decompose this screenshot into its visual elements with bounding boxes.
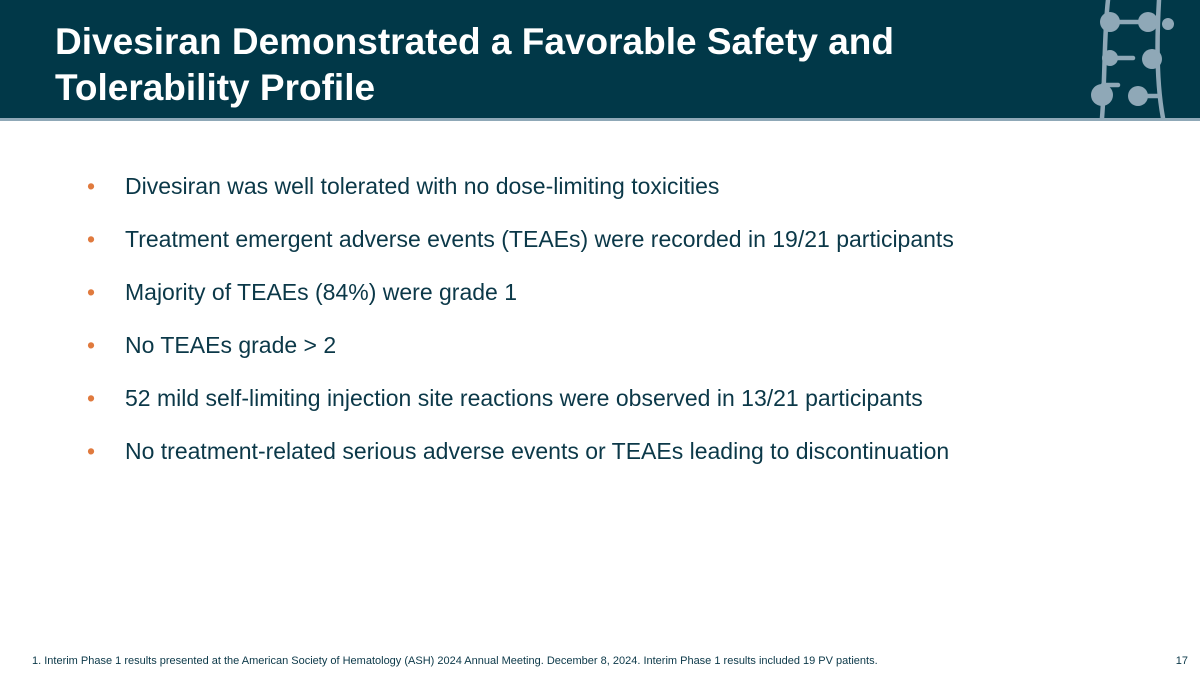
footnote: 1. Interim Phase 1 results presented at the American Society of Hematology (ASH) 2024 Annual Meeting. December 8, 2024. Interim Phase 1 results included 19 PV patients. (32, 655, 878, 667)
bullet-item-teae-participants (87, 221, 954, 274)
slide-header (0, 0, 1200, 118)
bullet-marker: • (87, 173, 96, 199)
bullet-marker: • (87, 279, 96, 305)
bullet-marker: • (87, 226, 96, 252)
bullet-text: 52 mild self-limiting injection site reactions were observed in 13/21 participants (125, 385, 923, 411)
bullet-text: No TEAEs grade > 2 (125, 332, 337, 358)
bullet-text: Treatment emergent adverse events (TEAEs) were recorded in 19/21 participants (125, 226, 954, 252)
bullet-item-grade-one-majority (87, 274, 954, 327)
page-number: 17 (1175, 655, 1188, 667)
header-divider (0, 118, 1200, 121)
bullet-item-no-grade-above-two (87, 327, 954, 380)
bullet-text: Divesiran was well tolerated with no dose-limiting toxicities (125, 173, 720, 199)
molecular-ladder-logo-icon (1090, 0, 1182, 118)
bullet-marker: • (87, 332, 96, 358)
slide-title: Divesiran Demonstrated a Favorable Safety and Tolerability Profile (55, 21, 894, 108)
bullet-marker: • (87, 385, 96, 411)
bullet-item-injection-site-reactions (87, 380, 954, 433)
bullet-text: Majority of TEAEs (84%) were grade 1 (125, 279, 518, 305)
bullet-item-no-dose-limiting-toxicities (87, 168, 954, 221)
bullet-text: No treatment-related serious adverse events or TEAEs leading to discontinuation (125, 438, 950, 464)
bullet-list (87, 168, 954, 486)
bullet-item-no-discontinuation (87, 433, 954, 486)
bullet-marker: • (87, 438, 96, 464)
